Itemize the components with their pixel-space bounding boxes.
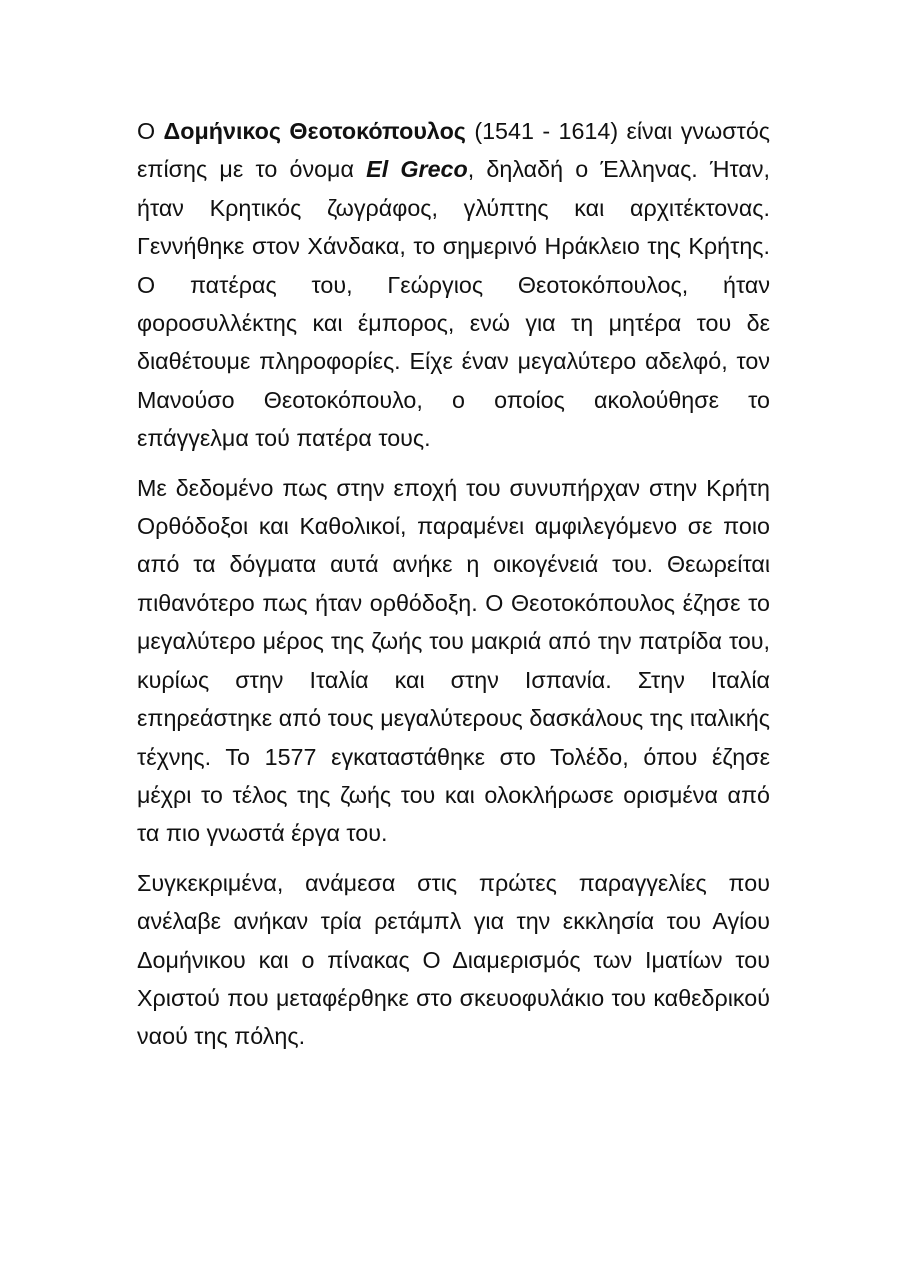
paragraph-1-text-b: , δηλαδή ο Έλληνας. Ήταν, ήταν Κρητικός ζωγράφος, γλύπτης και αρχιτέκτονας. Γεννήθηκε στον Χάνδακα, το σημερινό Ηράκλειο της Κρήτης. Ο πατέρας του, Γεώργιος Θεοτοκόπουλος, ήταν φοροσυλλέκτης και έμπορος, ενώ για τη μητέρα του δε διαθέτουμε πληροφορίες. Είχε έναν μεγαλύτερο αδελφό, τον Μανούσο Θεοτοκόπουλο, ο οποίος ακολούθησε το επάγγελμα τού πατέρα τους.	[137, 156, 770, 452]
document-body	[137, 112, 770, 1056]
paragraph-1-intro: Ο	[137, 118, 164, 144]
paragraph-2: Με δεδομένο πως στην εποχή του συνυπήρχαν στην Κρήτη Ορθόδοξοι και Καθολικοί, παραμένει αμφιλεγόμενο σε ποιο από τα δόγματα αυτά ανήκε η οικογένειά του. Θεωρείται πιθανότερο πως ήταν ορθόδοξη. Ο Θεοτοκόπουλος έζησε το μεγαλύτερο μέρος της ζωής του μακριά από την πατρίδα του, κυρίως στην Ιταλία και στην Ισπανία. Στην Ιταλία επηρεάστηκε από τους μεγαλύτερους δασκάλους της ιταλικής τέχνης. Το 1577 εγκαταστάθηκε στο Τολέδο, όπου έζησε μέχρι το τέλος της ζωής του και ολοκλήρωσε ορισμένα από τα πιο γνωστά έργα του.	[137, 474, 770, 847]
painter-nickname: El Greco	[366, 156, 468, 183]
paragraph-1-text-a: (1541 - 1614) είναι γνωστός επίσης με το όνομα	[137, 118, 770, 183]
paragraph-1	[137, 112, 770, 458]
painter-name: Δομήνικος Θεοτοκόπουλος	[163, 118, 466, 144]
paragraph-3: Συγκεκριμένα, ανάμεσα στις πρώτες παραγγελίες που ανέλαβε ανήκαν τρία ρετάμπλ για την εκκλησία του Αγίου Δομήνικου και ο πίνακας Ο Διαμερισμός των Ιματίων του Χριστού που μεταφέρθηκε στο σκευοφυλάκιο του καθεδρικού ναού της πόλης.	[137, 869, 770, 1050]
